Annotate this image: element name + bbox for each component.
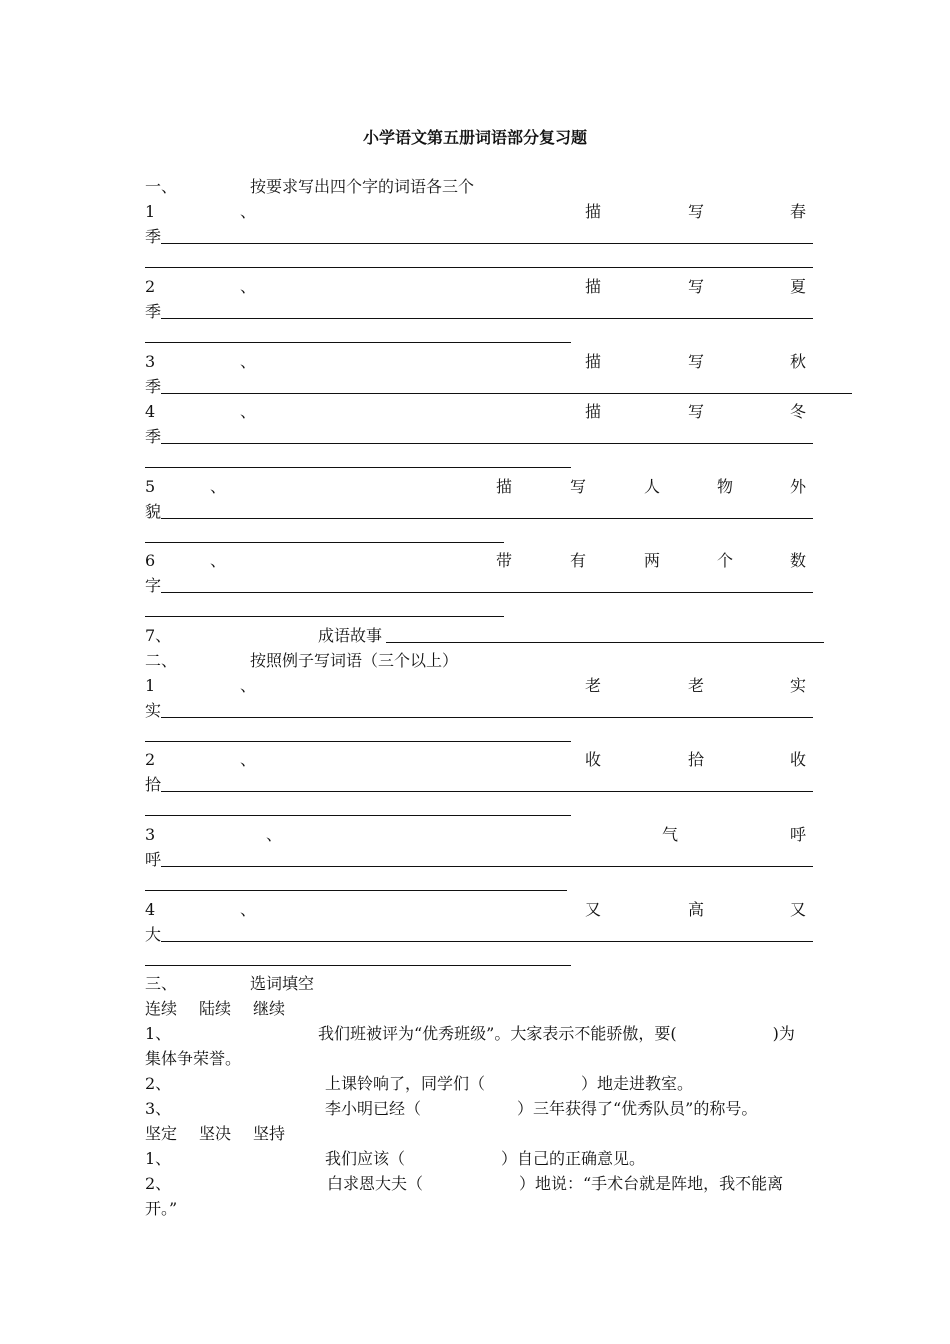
g2-q2-cont: 开。” <box>145 1199 178 1218</box>
s1-item3-char: 描 <box>585 352 602 371</box>
s1-item6-char: 字 <box>145 576 162 595</box>
answer-line[interactable] <box>145 542 504 543</box>
g1-q1-text[interactable]: 我们班被评为“优秀班级”。大家表示不能骄傲，要( )为 <box>318 1024 795 1043</box>
s2-item2-char: 收 <box>790 750 807 769</box>
s1-item5-num: 5 <box>145 477 156 496</box>
answer-line[interactable] <box>161 518 813 519</box>
s2-item3-sep: 、 <box>266 825 283 844</box>
s1-item3-sep: 、 <box>240 352 257 371</box>
s1-item6-char: 有 <box>570 551 587 570</box>
s1-item4-num: 4 <box>145 402 156 421</box>
g2-q2-num: 2、 <box>145 1174 172 1193</box>
s2-item2-sep: 、 <box>240 750 257 769</box>
s1-item4-char: 描 <box>585 402 602 421</box>
s1-item6-char: 数 <box>790 551 807 570</box>
page-title: 小学语文第五册词语部分复习题 <box>362 128 587 147</box>
s1-item2-char: 夏 <box>790 277 807 296</box>
s1-item1-char: 春 <box>790 202 807 221</box>
s2-item2-char: 拾 <box>688 750 705 769</box>
s1-item6-sep: 、 <box>210 551 227 570</box>
s1-item1-num: 1 <box>145 202 156 221</box>
answer-line[interactable] <box>161 866 813 867</box>
g1-q2-num: 2、 <box>145 1074 172 1093</box>
s1-item6-char: 带 <box>496 551 513 570</box>
s1-item2-num: 2 <box>145 277 156 296</box>
s1-item5-char: 人 <box>644 477 661 496</box>
s2-item1-num: 1 <box>145 676 156 695</box>
answer-line[interactable] <box>145 467 571 468</box>
section2-number: 二、 <box>145 651 178 670</box>
s2-item3-char: 呼 <box>790 825 807 844</box>
g1-q3-num: 3、 <box>145 1099 172 1118</box>
s2-item2-char: 拾 <box>145 775 162 794</box>
s2-item1-sep: 、 <box>240 676 257 695</box>
s2-item1-char: 实 <box>145 701 162 720</box>
s1-item2-sep: 、 <box>240 277 257 296</box>
answer-line[interactable] <box>161 318 813 319</box>
s1-item6-char: 个 <box>717 551 734 570</box>
s1-item6-char: 两 <box>644 551 661 570</box>
section3-heading: 选词填空 <box>250 974 315 993</box>
word-choice: 连续 <box>145 999 178 1018</box>
word-choice: 继续 <box>253 999 286 1018</box>
s1-item5-char: 外 <box>790 477 807 496</box>
g2-q1-num: 1、 <box>145 1149 172 1168</box>
answer-line[interactable] <box>145 616 504 617</box>
answer-line[interactable] <box>145 741 571 742</box>
word-choice: 坚定 <box>145 1124 178 1143</box>
answer-line[interactable] <box>161 443 813 444</box>
s2-item4-num: 4 <box>145 900 156 919</box>
section2-heading: 按照例子写词语（三个以上） <box>250 651 459 670</box>
s1-item2-char: 描 <box>585 277 602 296</box>
s2-item3-char: 呼 <box>145 850 162 869</box>
s2-item1-char: 实 <box>790 676 807 695</box>
s2-item4-char: 高 <box>688 900 705 919</box>
g1-q3-text[interactable]: 李小明已经（ ）三年获得了“优秀队员”的称号。 <box>325 1099 758 1118</box>
s1-item3-char: 季 <box>145 377 162 396</box>
answer-line[interactable] <box>161 941 813 942</box>
s1-item4-char: 冬 <box>790 402 807 421</box>
s1-item1-sep: 、 <box>240 202 257 221</box>
s1-item7-num: 7、 <box>145 626 172 645</box>
s1-item5-char: 写 <box>570 477 587 496</box>
s1-item4-sep: 、 <box>240 402 257 421</box>
s2-item4-sep: 、 <box>240 900 257 919</box>
answer-line[interactable] <box>161 393 852 394</box>
s1-item5-char: 描 <box>496 477 513 496</box>
s2-item1-char: 老 <box>688 676 705 695</box>
word-choice: 陆续 <box>199 999 232 1018</box>
s1-item5-sep: 、 <box>210 477 227 496</box>
answer-line[interactable] <box>145 890 567 891</box>
word-choice: 坚决 <box>199 1124 232 1143</box>
answer-line[interactable] <box>161 592 813 593</box>
s1-item4-char: 写 <box>688 402 705 421</box>
s1-item4-char: 季 <box>145 427 162 446</box>
s2-item4-char: 大 <box>145 925 162 944</box>
g1-q2-text[interactable]: 上课铃响了，同学们（ ）地走进教室。 <box>325 1074 694 1093</box>
answer-line[interactable] <box>161 243 813 244</box>
s1-item1-char: 描 <box>585 202 602 221</box>
s1-item3-num: 3 <box>145 352 156 371</box>
s1-item7-label: 成语故事 <box>318 626 383 645</box>
s1-item1-char: 季 <box>145 227 162 246</box>
g2-q2-text[interactable]: 白求恩大夫（ ）地说：“手术台就是阵地，我不能离 <box>327 1174 784 1193</box>
section1-number: 一、 <box>145 177 178 196</box>
g2-q1-text[interactable]: 我们应该（ ）自己的正确意见。 <box>325 1149 646 1168</box>
s2-item4-char: 又 <box>790 900 807 919</box>
s2-item2-char: 收 <box>585 750 602 769</box>
s1-item2-char: 写 <box>688 277 705 296</box>
g1-q1-num: 1、 <box>145 1024 172 1043</box>
section3-number: 三、 <box>145 974 178 993</box>
answer-line[interactable] <box>145 815 571 816</box>
s1-item3-char: 写 <box>688 352 705 371</box>
answer-line[interactable] <box>145 267 813 268</box>
s1-item5-char: 貌 <box>145 502 162 521</box>
word-choice: 坚持 <box>253 1124 286 1143</box>
s1-item6-num: 6 <box>145 551 156 570</box>
s2-item2-num: 2 <box>145 750 156 769</box>
answer-line[interactable] <box>161 791 813 792</box>
section1-heading: 按要求写出四个字的词语各三个 <box>250 177 475 196</box>
s1-item5-char: 物 <box>717 477 734 496</box>
s2-item4-char: 又 <box>585 900 602 919</box>
answer-line[interactable] <box>145 342 571 343</box>
s2-item3-num: 3 <box>145 825 156 844</box>
answer-line[interactable] <box>145 965 571 966</box>
s2-item3-char: 气 <box>662 825 679 844</box>
s1-item1-char: 写 <box>688 202 705 221</box>
s2-item1-char: 老 <box>585 676 602 695</box>
answer-line[interactable] <box>386 642 824 643</box>
g1-q1-cont: 集体争荣誉。 <box>145 1049 242 1068</box>
s1-item3-char: 秋 <box>790 352 807 371</box>
s1-item2-char: 季 <box>145 302 162 321</box>
answer-line[interactable] <box>161 717 813 718</box>
